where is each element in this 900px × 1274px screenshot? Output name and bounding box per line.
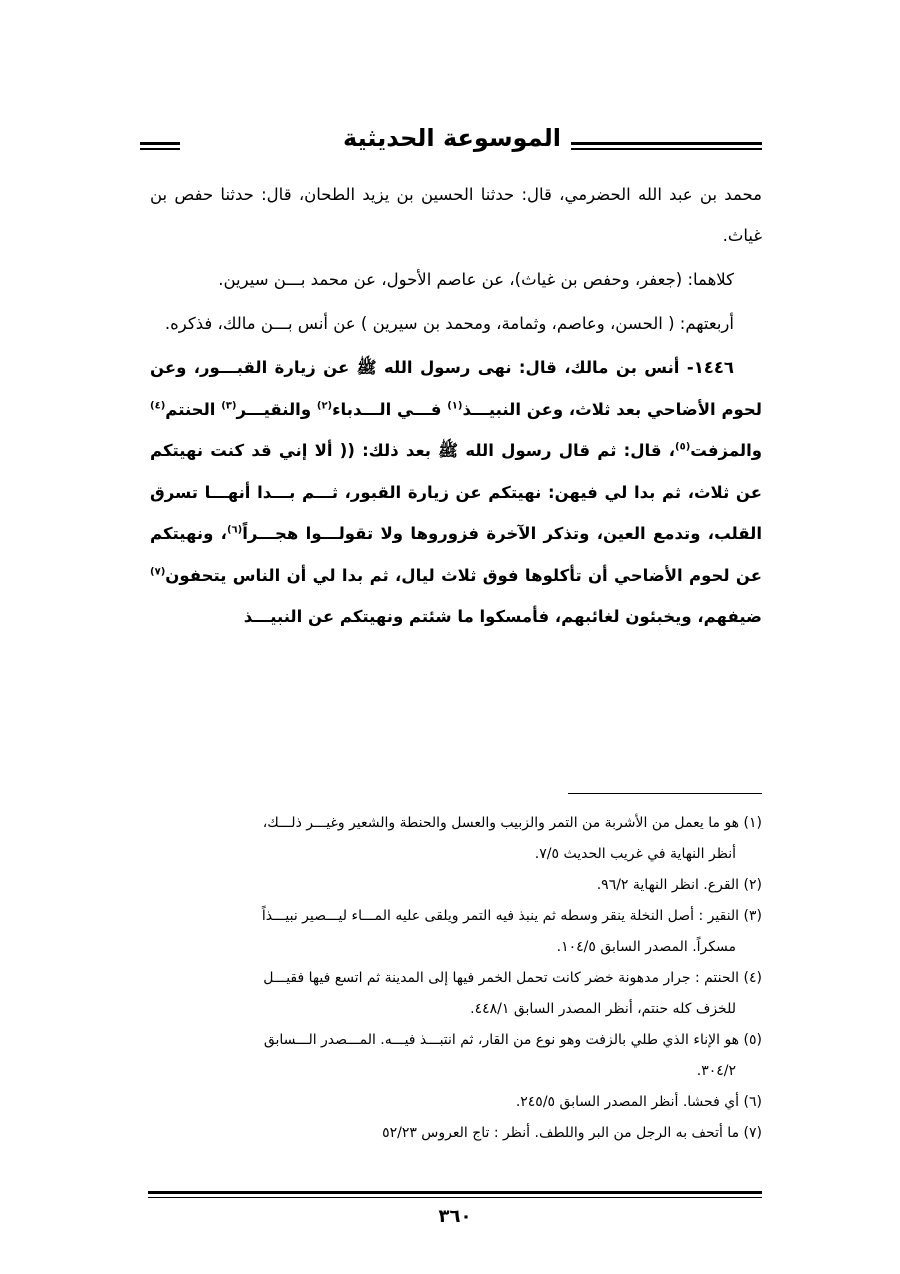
- hadith-text: ، ونهيتكم عن لحوم الأضاحي أن تأكلوها فوق ثلاث ليال، ثم بدا لي أن الناس يتحفون: [150, 524, 762, 585]
- footnote-ref: (٦): [226, 524, 243, 536]
- bottom-rule: [148, 1191, 762, 1194]
- paragraph: كلاهما: (جعفر، وحفص بن غياث)، عن عاصم الأحول، عن محمد بـــن سيرين.: [218, 270, 734, 289]
- footnote-text: ما أتحف به الرجل من البر واللطف. أنظر : تاج العروس ٥٢/٢٣: [382, 1125, 740, 1141]
- footnote-text: الحنتم : جرار مدهونة خضر كانت تحمل الخمر فيها إلى المدينة ثم اتسع فيها فقيـــل: [263, 970, 740, 986]
- paragraph: محمد بن عبد الله الحضرمي، قال: حدثنا الحسين بن يزيد الطحان، قال: حدثنا حفص بن غياث.: [150, 185, 762, 245]
- footnote-item: [150, 963, 762, 1025]
- footnote-item: [150, 901, 762, 963]
- footnote-number: (١): [743, 815, 762, 831]
- footnote-number: (٦): [743, 1094, 762, 1110]
- footnote-number: (٢): [743, 877, 762, 893]
- hadith-text: الحنتم: [165, 399, 222, 419]
- hadith-text: والمزفت: [690, 441, 762, 460]
- footnote-item: [150, 808, 762, 870]
- footnote-ref: (٢): [316, 400, 333, 411]
- footnote-number: (٤): [743, 970, 762, 986]
- hadith-text: ١٤٤٦- أنس بن مالك، قال: نهى رسول الله ﷺ عن زيارة القبـــور، وعن لحوم الأضاحي بعد ثلاث، وعن النبيـــذ: [150, 358, 762, 419]
- page-number: ٣٦٠: [438, 1206, 472, 1227]
- footnote-continuation: مسكراً. المصدر السابق ١٠٤/٥.: [556, 939, 736, 955]
- paragraph: أربعتهم: ( الحسن، وعاصم، وثمامة، ومحمد بن سيرين ) عن أنس بـــن مالك، فذكره.: [164, 314, 734, 333]
- footnote-number: (٥): [743, 1032, 762, 1048]
- footnote-text: هو ما يعمل من الأشربة من التمر والزبيب والعسل والحنطة والشعير وغيـــر ذلـــك،: [262, 815, 740, 831]
- footnote-ref: (٧): [150, 566, 166, 577]
- hadith-text: ، قال: ثم قال رسول الله ﷺ بعد ذلك: (( ألا إني قد كنت نهيتكم عن ثلاث، ثم بدا لي فيهن: نهيتكم عن زيارة القبور، ثـــم بـــدا أنهـــا تسرق القلب، وتدمع العين، وتذكر الآخرة فزوروها ولا تقولـــوا هجـــراً: [150, 441, 762, 543]
- footnote-text: أي فحشا. أنظر المصدر السابق ٢٤٥/٥.: [515, 1094, 740, 1110]
- footnote-continuation: ٣٠٤/٢.: [696, 1063, 736, 1079]
- hadith-text: والنقيـــر: [236, 399, 317, 419]
- footnote-item: [150, 870, 762, 901]
- footnote-ref: (٤): [150, 400, 166, 411]
- footnote-ref: (٥): [675, 441, 691, 453]
- footnote-continuation: للخزف كله حنتم، أنظر المصدر السابق ٤٤٨/١.: [470, 1001, 736, 1017]
- bottom-rule-thin: [148, 1197, 762, 1198]
- main-text: [150, 174, 762, 641]
- footnote-ref: (١): [447, 400, 463, 411]
- footnote-item: [150, 1118, 762, 1149]
- footnote-text: القرع. انظر النهاية ٩٦/٢.: [596, 877, 740, 893]
- footnotes: [150, 808, 762, 1149]
- footnote-ref: (٣): [221, 400, 237, 411]
- footnote-text: النقير : أصل النخلة ينقر وسطه ثم ينبذ فيه التمر ويلقى عليه المـــاء ليـــصير نبيـــذاً: [261, 908, 740, 924]
- hadith-paragraph: [150, 347, 762, 638]
- footnote-item: [150, 1025, 762, 1087]
- footnote-text: هو الإناء الذي طلي بالزفت وهو نوع من القار، ثم انتبـــذ فيـــه. المـــصدر الـــسابق: [263, 1032, 740, 1048]
- footnote-separator: [568, 793, 762, 794]
- footnote-continuation: أنظر النهاية في غريب الحديث ٧/٥.: [534, 846, 736, 862]
- hadith-text: ضيفهم، ويخبئون لغائبهم، فأمسكوا ما شئتم ونهيتكم عن النبيـــذ: [243, 607, 762, 626]
- footnote-number: (٣): [743, 908, 762, 924]
- hadith-text: فـــي الـــدباء: [332, 399, 448, 419]
- footnote-item: [150, 1087, 762, 1118]
- page-header: [140, 118, 764, 168]
- footnote-number: (٧): [743, 1125, 762, 1141]
- header-title: الموسوعة الحديثية: [333, 124, 571, 152]
